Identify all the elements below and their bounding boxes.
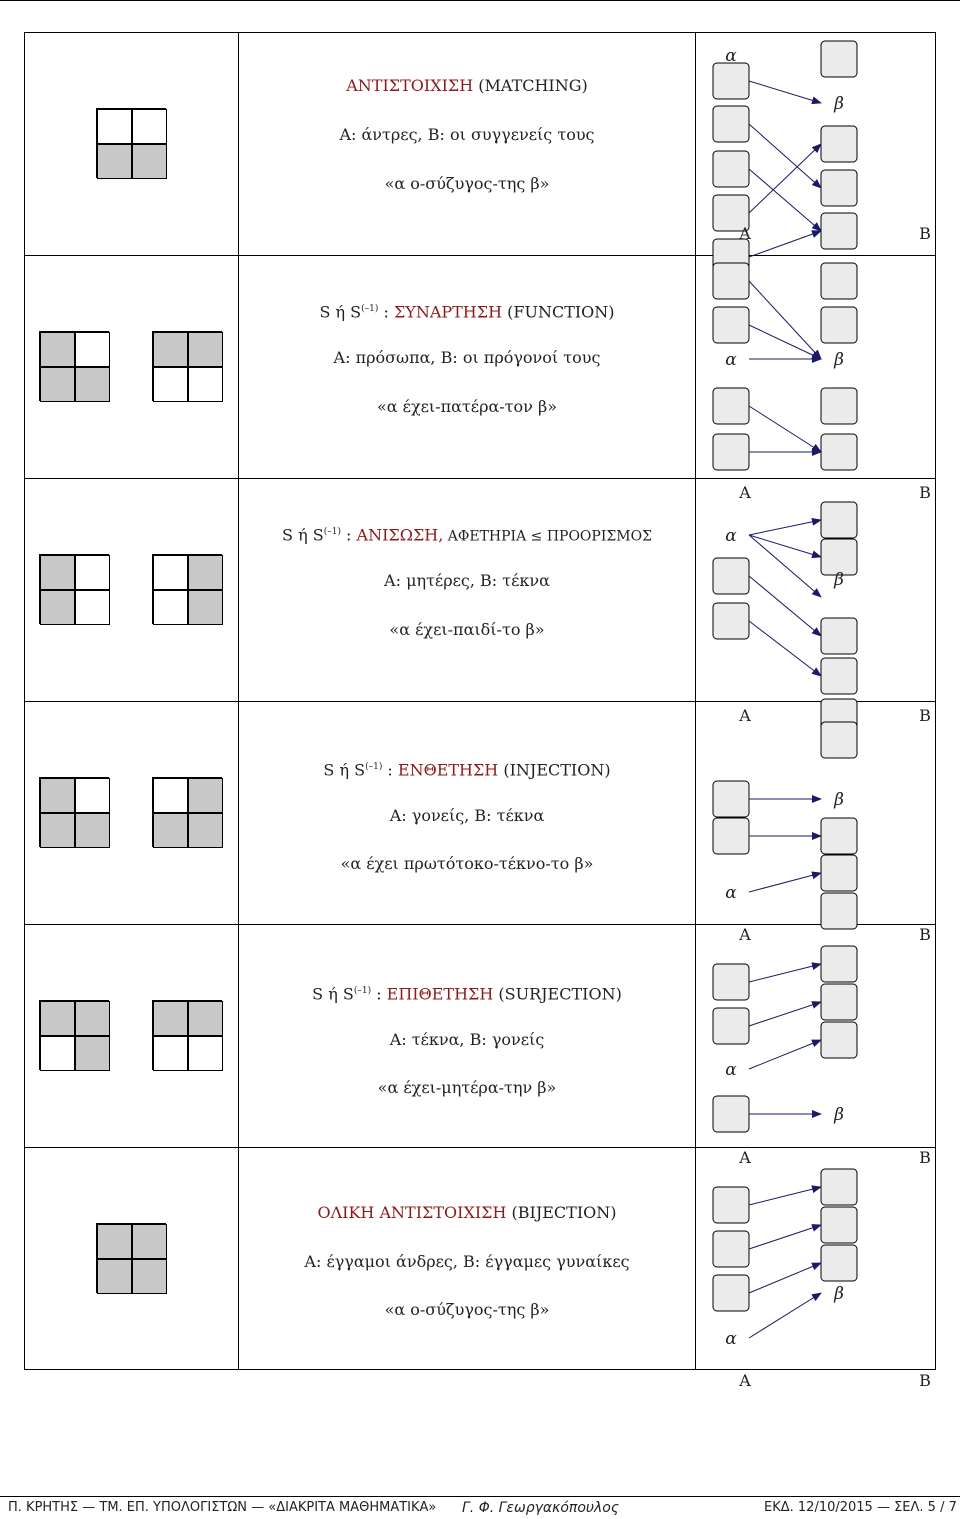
domain-element [713, 151, 749, 187]
relation-arrow [749, 1040, 821, 1069]
beta-label: β [834, 570, 844, 590]
relation-arrow [749, 1002, 821, 1026]
matrix-entry [97, 144, 132, 179]
codomain-element [821, 263, 857, 299]
domain-element [713, 1096, 749, 1132]
domain-element [713, 1008, 749, 1044]
description-cell [239, 1148, 695, 1370]
matrix-entry [153, 1036, 188, 1071]
inverse-superscript: (–1) [361, 304, 379, 314]
diagram-canvas [696, 479, 935, 725]
description-cell [239, 925, 695, 1147]
diagram-canvas [696, 925, 935, 1167]
description-cell [239, 479, 695, 701]
codomain-element [821, 658, 857, 694]
codomain-element [821, 41, 857, 77]
diagram-canvas [696, 33, 935, 255]
footer-version: ΕΚΔ. 12/10/2015 — ΣΕΛ. 5 / 7 [764, 1500, 957, 1515]
set-b-label: B [919, 706, 931, 725]
diagram-canvas [696, 702, 935, 944]
matrix-entry [153, 778, 188, 813]
beta-label: β [834, 1284, 844, 1304]
matrix-entry [97, 1224, 132, 1259]
relation-phrase: «α έχει πρωτότοκο-τέκνο-το β» [340, 854, 594, 873]
relations-table [24, 32, 936, 1390]
set-b-label: B [919, 1371, 931, 1390]
row-function [25, 256, 935, 502]
footer-author: Γ. Φ. Γεωργακόπουλος [462, 1500, 620, 1516]
relation-type: ΑΝΤΙΣΤΟΙΧΙΣΗ [346, 76, 474, 95]
codomain-element [821, 946, 857, 982]
relation-symbol: S ή S [323, 760, 366, 780]
matrix-entry [188, 1001, 223, 1036]
relation-matrix [152, 554, 222, 624]
arrow-diagram [696, 479, 935, 725]
matrix-entry [75, 332, 110, 367]
codomain-element [821, 855, 857, 891]
alpha-label: α [725, 1329, 737, 1349]
matrix-entry [75, 1001, 110, 1036]
codomain-element [821, 213, 857, 249]
beta-label: β [834, 350, 844, 370]
set-b-label: B [919, 224, 931, 243]
relation-arrow [749, 281, 821, 359]
relation-title [239, 522, 695, 546]
domain-element [713, 818, 749, 854]
matrix-entry [40, 813, 75, 848]
alpha-label: α [725, 883, 737, 903]
alpha-label: α [725, 350, 737, 370]
set-b-label: B [919, 483, 931, 502]
title-colon: : [378, 302, 394, 322]
relation-phrase: «α έχει-μητέρα-την β» [377, 1078, 557, 1097]
matrix-entry [75, 367, 110, 402]
row-injection [25, 702, 935, 944]
matrix-entry [188, 813, 223, 848]
row-matching [25, 33, 935, 256]
relation-title [239, 299, 695, 322]
matrix-entry [153, 367, 188, 402]
title-colon: : [340, 525, 357, 545]
domain-element [713, 63, 749, 99]
matrix-cell [25, 925, 238, 1147]
arrow-diagram [696, 1148, 935, 1390]
relation-arrow [749, 325, 821, 359]
domain-element [713, 388, 749, 424]
beta-label: β [834, 1105, 844, 1125]
matrix-entry [153, 555, 188, 590]
matrix-entry [153, 332, 188, 367]
description-cell [239, 702, 695, 924]
relation-english: (INJECTION) [498, 760, 611, 780]
relation-arrow [749, 520, 821, 535]
domain-element [713, 603, 749, 639]
relation-phrase: «α ο-σύζυγος-της β» [384, 174, 550, 193]
set-b-label: B [919, 925, 931, 944]
matrix-entry [75, 1036, 110, 1071]
relation-phrase: «α ο-σύζυγος-της β» [384, 1300, 550, 1319]
alpha-label: α [725, 526, 737, 546]
matrix-entry [97, 1259, 132, 1294]
matrix-entry [188, 332, 223, 367]
relation-arrow [749, 1293, 821, 1338]
domain-element [713, 1275, 749, 1311]
relation-matrix [39, 554, 109, 624]
codomain-element [821, 126, 857, 162]
domain-element [713, 307, 749, 343]
relation-title [239, 76, 695, 96]
codomain-element [821, 722, 857, 758]
matrix-entry [40, 590, 75, 625]
matrix-entry [40, 778, 75, 813]
row-surjection [25, 925, 935, 1167]
diagram-canvas [696, 1148, 935, 1390]
relation-matrix [39, 331, 109, 401]
domain-element [713, 1187, 749, 1223]
relation-type: ΑΝΙΣΩΣΗ, [356, 525, 444, 545]
relation-arrow [749, 621, 821, 676]
relation-arrow [749, 81, 821, 103]
relation-type: ΟΛΙΚΗ ΑΝΤΙΣΤΟΙΧΙΣΗ [317, 1203, 507, 1222]
arrow-diagram [696, 925, 935, 1167]
relation-english: (BIJECTION) [506, 1203, 617, 1222]
codomain-element [821, 388, 857, 424]
relation-english: (MATCHING) [473, 76, 588, 95]
set-b-label: B [919, 1148, 931, 1167]
matrix-entry [153, 813, 188, 848]
matrix-cell [25, 33, 238, 255]
domain-codomain: Α: τέκνα, Β: γονείς [389, 1030, 545, 1049]
matrix-entry [153, 1001, 188, 1036]
matrix-entry [75, 590, 110, 625]
relation-english: (SURJECTION) [493, 984, 622, 1004]
arrow-diagram [696, 33, 935, 255]
matrix-entry [188, 778, 223, 813]
matrix-entry [188, 555, 223, 590]
matrix-cell [25, 479, 238, 701]
relation-arrow [749, 231, 821, 257]
set-a-label: A [739, 1148, 751, 1167]
relation-arrow [749, 1225, 821, 1249]
relation-title [239, 981, 695, 1004]
codomain-element [821, 1022, 857, 1058]
relation-arrow [749, 535, 821, 557]
arrow-diagram [696, 256, 935, 502]
set-a-label: A [739, 224, 751, 243]
domain-codomain: Α: άντρες, Β: οι συγγενείς τους [339, 125, 595, 144]
codomain-element [821, 502, 857, 538]
relation-matrix [152, 1000, 222, 1070]
relation-symbol: S ή S [312, 984, 354, 1004]
domain-codomain: Α: έγγαμοι άνδρες, Β: έγγαμες γυναίκες [304, 1252, 630, 1271]
inverse-superscript: (–1) [365, 762, 383, 772]
relation-arrow [749, 576, 821, 636]
domain-codomain: Α: μητέρες, Β: τέκνα [384, 571, 550, 590]
relation-arrow [749, 964, 821, 982]
relation-english: (FUNCTION) [502, 302, 615, 322]
relation-title [239, 1203, 695, 1223]
matrix-cell [25, 1148, 238, 1370]
matrix-entry [188, 590, 223, 625]
relation-matrix [152, 777, 222, 847]
matrix-entry [40, 1036, 75, 1071]
relation-matrix [96, 108, 166, 178]
domain-element [713, 781, 749, 817]
inverse-superscript: (–1) [353, 986, 372, 996]
alpha-label: α [725, 1060, 737, 1080]
arrow-diagram [696, 702, 935, 944]
relation-arrow [749, 1187, 821, 1205]
beta-label: β [834, 790, 844, 810]
footer-course: Π. ΚΡΗΤΗΣ — ΤΜ. ΕΠ. ΥΠΟΛΟΓΙΣΤΩΝ — «ΔΙΑΚΡΙΤΑ ΜΑΘΗΜΑΤΙΚΑ» [8, 1500, 437, 1515]
relation-type: ΕΠΙΘΕΤΗΣΗ [386, 984, 494, 1004]
description-cell [239, 256, 695, 478]
relation-type: ΕΝΘΕΤΗΣΗ [397, 760, 499, 780]
matrix-cell [25, 256, 238, 478]
domain-codomain: Α: γονείς, Β: τέκνα [389, 806, 545, 825]
relation-matrix [39, 1000, 109, 1070]
row-inequality [25, 479, 935, 725]
matrix-entry [40, 332, 75, 367]
top-rule [0, 0, 960, 1]
alpha-label: α [725, 46, 737, 66]
set-a-label: A [739, 483, 751, 502]
codomain-element [821, 170, 857, 206]
domain-element [713, 558, 749, 594]
domain-element [713, 106, 749, 142]
relation-arrow [749, 535, 821, 597]
relation-type: ΣΥΝΑΡΤΗΣΗ [393, 302, 503, 322]
relation-symbol: S ή S [319, 302, 362, 322]
row-bijection [25, 1148, 935, 1390]
matrix-cell [25, 702, 238, 924]
domain-element [713, 434, 749, 470]
relation-arrow [749, 406, 821, 452]
matrix-entry [40, 555, 75, 590]
inequality-expression: ΑΦΕΤΗΡΙΑ ≤ ΠΡΟΟΡΙΣΜΟΣ [443, 528, 652, 545]
codomain-element [821, 1207, 857, 1243]
codomain-element [821, 618, 857, 654]
matrix-entry [132, 1224, 167, 1259]
domain-element [713, 263, 749, 299]
domain-element [713, 1231, 749, 1267]
title-colon: : [382, 760, 398, 780]
inverse-superscript: (–1) [323, 527, 341, 537]
set-a-label: A [739, 1371, 751, 1390]
matrix-entry [132, 109, 167, 144]
relation-symbol: S ή S [282, 525, 324, 545]
matrix-entry [188, 1036, 223, 1071]
relation-phrase: «α έχει-πατέρα-τον β» [376, 397, 558, 416]
matrix-entry [153, 590, 188, 625]
title-colon: : [371, 984, 387, 1004]
codomain-element [821, 984, 857, 1020]
set-a-label: A [739, 706, 751, 725]
relation-arrow [749, 873, 821, 892]
codomain-element [821, 1245, 857, 1281]
relation-phrase: «α έχει-παιδί-το β» [389, 620, 545, 639]
diagram-canvas [696, 256, 935, 502]
relation-arrow [749, 1263, 821, 1293]
relation-matrix [152, 331, 222, 401]
matrix-entry [188, 367, 223, 402]
codomain-element [821, 818, 857, 854]
codomain-element [821, 1169, 857, 1205]
codomain-element [821, 893, 857, 929]
codomain-element [821, 307, 857, 343]
domain-codomain: Α: πρόσωπα, Β: οι πρόγονοί τους [333, 348, 601, 367]
matrix-entry [40, 367, 75, 402]
footer-rule [0, 1496, 960, 1497]
beta-label: β [834, 94, 844, 114]
page-footer [0, 1496, 960, 1519]
set-a-label: A [739, 925, 751, 944]
matrix-entry [132, 1259, 167, 1294]
relation-matrix [96, 1223, 166, 1293]
description-cell [239, 33, 695, 255]
relation-matrix [39, 777, 109, 847]
matrix-entry [75, 778, 110, 813]
matrix-entry [75, 555, 110, 590]
codomain-element [821, 434, 857, 470]
matrix-entry [97, 109, 132, 144]
matrix-entry [40, 1001, 75, 1036]
matrix-entry [132, 144, 167, 179]
domain-element [713, 964, 749, 1000]
matrix-entry [75, 813, 110, 848]
relation-title [239, 757, 695, 780]
